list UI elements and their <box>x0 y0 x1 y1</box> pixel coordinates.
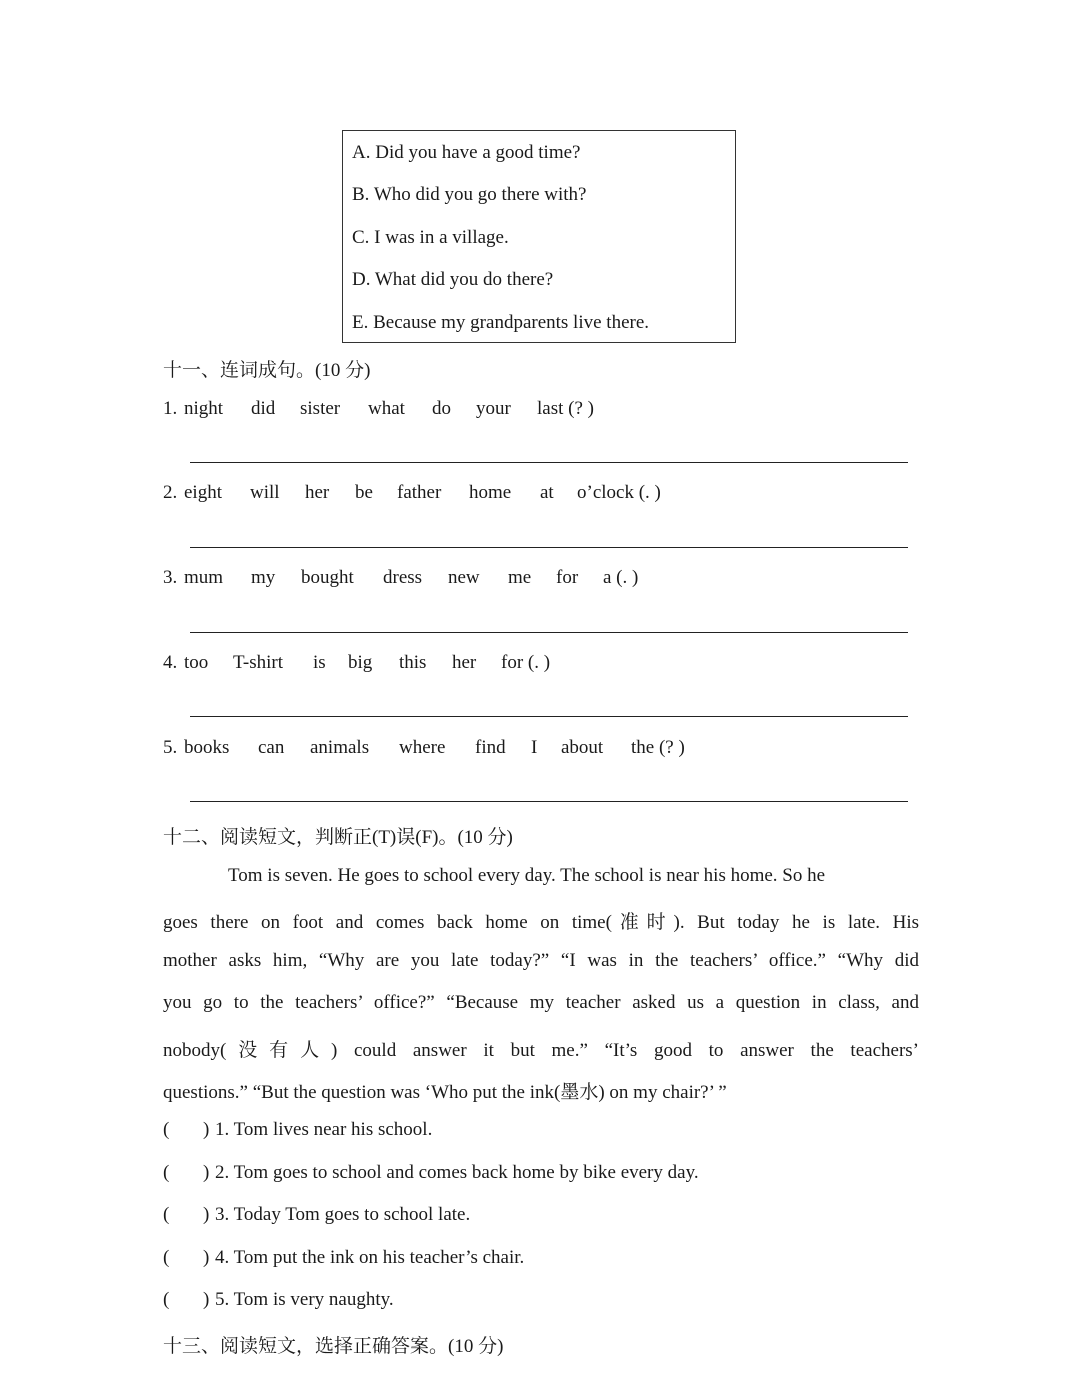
answer-paren-close[interactable]: ) <box>203 1119 210 1140</box>
word: is <box>313 652 326 673</box>
question-number: 2. <box>163 482 178 503</box>
options-box <box>342 130 736 343</box>
option-b: B. Who did you go there with? <box>352 184 587 205</box>
word: my <box>251 567 276 588</box>
word: last (? ) <box>537 398 594 419</box>
statement-text: 5. Tom is very naughty. <box>215 1289 394 1310</box>
word: bought <box>301 567 354 588</box>
passage-line: questions.” “But the question was ‘Who put the ink(墨水) on my chair?’ ” <box>163 1082 727 1103</box>
question-number: 1. <box>163 398 178 419</box>
section-11-title: 十一、连词成句。(10 分) <box>163 360 371 381</box>
passage-line: nobody(没有人) could answer it but me.” “It’s good to answer the teachers’ <box>163 1040 919 1061</box>
word: the (? ) <box>631 737 685 758</box>
answer-paren-close[interactable]: ) <box>203 1204 210 1225</box>
word: eight <box>184 482 222 503</box>
word: for (. ) <box>501 652 551 673</box>
word: her <box>452 652 477 673</box>
answer-paren-close[interactable]: ) <box>203 1289 210 1310</box>
answer-paren-open[interactable]: ( <box>163 1162 170 1183</box>
word: sister <box>300 398 341 419</box>
word: home <box>469 482 512 503</box>
statement-text: 2. Tom goes to school and comes back home by bike every day. <box>215 1162 699 1183</box>
word: I <box>531 737 538 758</box>
word: can <box>258 737 285 758</box>
word: her <box>305 482 330 503</box>
passage-line: Tom is seven. He goes to school every day. The school is near his home. So he <box>228 865 826 886</box>
passage-line: goes there on foot and comes back home on time(准时). But today he is late. His <box>163 912 919 933</box>
word: will <box>250 482 280 503</box>
word: do <box>432 398 451 419</box>
word: your <box>476 398 511 419</box>
word: night <box>184 398 224 419</box>
question-number: 4. <box>163 652 178 673</box>
section-12-title: 十二、阅读短文，判断正(T)误(F)。(10 分) <box>163 827 513 848</box>
word: animals <box>310 737 370 758</box>
passage-line: you go to the teachers’ office?” “Because my teacher asked us a question in class, and <box>163 992 919 1013</box>
word: father <box>397 482 442 503</box>
word: me <box>508 567 532 588</box>
word: did <box>251 398 276 419</box>
statement-text: 3. Today Tom goes to school late. <box>215 1204 471 1225</box>
word: new <box>448 567 480 588</box>
word: big <box>348 652 373 673</box>
word: dress <box>383 567 423 588</box>
section-13-title: 十三、阅读短文，选择正确答案。(10 分) <box>163 1336 504 1357</box>
word: what <box>368 398 405 419</box>
answer-line-5[interactable] <box>190 801 908 802</box>
passage-line: mother asks him, “Why are you late today?” “I was in the teachers’ office.” “Why did <box>163 950 919 971</box>
answer-line-2[interactable] <box>190 547 908 548</box>
word: T-shirt <box>233 652 283 673</box>
word: books <box>184 737 230 758</box>
word: where <box>399 737 446 758</box>
word: find <box>475 737 506 758</box>
answer-line-4[interactable] <box>190 716 908 717</box>
word: at <box>540 482 554 503</box>
statement-text: 1. Tom lives near his school. <box>215 1119 433 1140</box>
word: for <box>556 567 579 588</box>
answer-line-1[interactable] <box>190 462 908 463</box>
word: mum <box>184 567 224 588</box>
answer-paren-open[interactable]: ( <box>163 1247 170 1268</box>
answer-paren-close[interactable]: ) <box>203 1247 210 1268</box>
option-e: E. Because my grandparents live there. <box>352 312 650 333</box>
option-c: C. I was in a village. <box>352 227 509 248</box>
word: a (. ) <box>603 567 639 588</box>
answer-paren-close[interactable]: ) <box>203 1162 210 1183</box>
word: this <box>399 652 427 673</box>
option-d: D. What did you do there? <box>352 269 554 290</box>
word: about <box>561 737 604 758</box>
word: be <box>355 482 373 503</box>
statement-text: 4. Tom put the ink on his teacher’s chair. <box>215 1247 525 1268</box>
word: o’clock (. ) <box>577 482 661 503</box>
answer-paren-open[interactable]: ( <box>163 1289 170 1310</box>
answer-paren-open[interactable]: ( <box>163 1119 170 1140</box>
answer-paren-open[interactable]: ( <box>163 1204 170 1225</box>
word: too <box>184 652 209 673</box>
question-number: 3. <box>163 567 178 588</box>
answer-line-3[interactable] <box>190 632 908 633</box>
option-a: A. Did you have a good time? <box>352 142 581 163</box>
question-number: 5. <box>163 737 178 758</box>
